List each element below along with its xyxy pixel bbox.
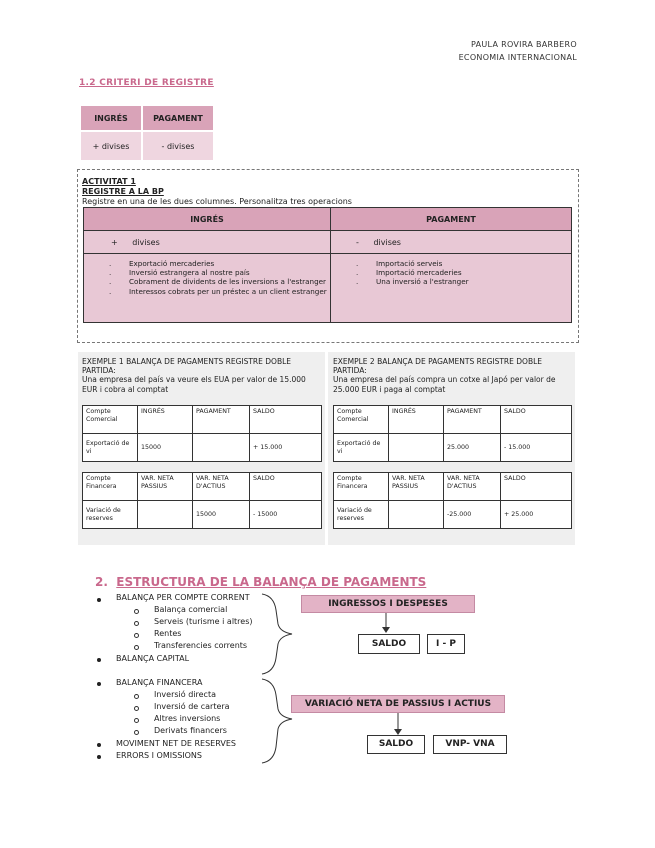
cc-subitem: Balança comercial — [154, 605, 228, 614]
course-name: ECONOMIA INTERNACIONAL — [458, 53, 577, 62]
fin-subitem: Inversió de cartera — [154, 702, 230, 711]
author-name: PAULA ROVIRA BARBERO — [470, 40, 577, 49]
saldo-box-1: SALDO — [358, 634, 420, 654]
table-cell: Exportació de vi — [83, 434, 138, 462]
cc-subitem: Transferencies corrents — [154, 641, 248, 650]
table-cell: 15000 — [138, 434, 193, 462]
activity-subtitle: REGISTRE A LA BP — [82, 187, 164, 196]
table-cell: 25.000 — [444, 434, 501, 462]
brace-compte-corrent-icon — [262, 594, 292, 674]
divises-label: divises — [132, 237, 160, 247]
example1-title: EXEMPLE 1 BALANÇA DE PAGAMENTS REGISTRE DOBLE PARTIDA: — [82, 357, 292, 376]
table-header: SALDO — [501, 406, 572, 434]
cc-subitem: Serveis (turisme i altres) — [154, 617, 253, 626]
fin-subitem: Inversió directa — [154, 690, 216, 699]
example2-text: Una empresa del país compra un cotxe al Japó per valor de 25.000 EUR i paga al comptat — [333, 375, 556, 394]
table-header: VAR. NETA PASSIUS — [389, 473, 444, 501]
table-cell: - 15000 — [250, 501, 322, 529]
capital-item: BALANÇA CAPITAL — [116, 654, 190, 663]
divises-label: divises — [373, 237, 401, 247]
fin-subitem: Derivats financers — [154, 726, 227, 735]
variacio-neta-box: VARIACIÓ NETA DE PASSIUS I ACTIUS — [291, 695, 505, 713]
criteri-col-ingres: INGRÉS — [80, 105, 142, 131]
table-header: PAGAMENT — [444, 406, 501, 434]
list-item: . Importació serveis — [356, 259, 570, 268]
table-cell: Variació de reserves — [83, 501, 138, 529]
criteri-col-pagament: PAGAMENT — [142, 105, 214, 131]
brace-financera-icon — [262, 679, 292, 763]
list-item: . Importació mercaderies — [356, 268, 570, 277]
fin-subitem: Altres inversions — [154, 714, 221, 723]
ingressos-despeses-box: INGRESSOS I DESPESES — [301, 595, 475, 613]
table-header: SALDO — [250, 473, 322, 501]
table-header: VAR. NETA PASSIUS — [138, 473, 193, 501]
list-item: . Exportació mercaderies — [109, 259, 329, 268]
compte-corrent-item: BALANÇA PER COMPTE CORRENT — [116, 593, 250, 602]
table-cell: Exportació de vi — [334, 434, 389, 462]
table-header: SALDO — [501, 473, 572, 501]
errors-item: ERRORS I OMISSIONS — [116, 751, 202, 760]
table-header: VAR. NETA D'ACTIUS — [193, 473, 250, 501]
section-title-text: ESTRUCTURA DE LA BALANÇA DE PAGAMENTS — [116, 575, 427, 589]
activity-ingres-header: INGRÉS — [84, 208, 331, 231]
saldo-box-2: SALDO — [367, 735, 425, 754]
financera-item: BALANÇA FINANCERA — [116, 678, 203, 687]
minus-sign: - — [356, 237, 359, 247]
table-header: PAGAMENT — [193, 406, 250, 434]
table-header: SALDO — [250, 406, 322, 434]
section-title-criteri: 1.2 CRITERI DE REGISTRE — [79, 78, 214, 88]
table-header: Compte Financera — [334, 473, 389, 501]
reserves-item: MOVIMENT NET DE RESERVES — [116, 739, 236, 748]
activity-pagament-header: PAGAMENT — [331, 208, 572, 231]
list-item: . Interessos cobrats per un préstec a un client estranger — [109, 287, 329, 296]
table-cell: -25.000 — [444, 501, 501, 529]
vnp-vna-box: VNP- VNA — [433, 735, 507, 754]
activity-instruction: Registre en una de les dues columnes. Personalitza tres operacions — [82, 197, 352, 206]
table-cell: Variació de reserves — [334, 501, 389, 529]
example1-text: Una empresa del país va veure els EUA per valor de 15.000 EUR i cobra al comptat — [82, 375, 306, 394]
criteri-val-ingres: + divises — [80, 131, 142, 161]
table-header: INGRÉS — [389, 406, 444, 434]
table-cell: + 15.000 — [250, 434, 322, 462]
table-cell: - 15.000 — [501, 434, 572, 462]
table-header: Compte Comercial — [83, 406, 138, 434]
plus-sign: + — [111, 237, 118, 247]
criteri-val-pagament: - divises — [142, 131, 214, 161]
arrow-head-icon — [382, 627, 390, 633]
table-cell: + 25.000 — [501, 501, 572, 529]
activity-title: ACTIVITAT 1 — [82, 177, 136, 186]
section-number: 2. — [95, 575, 108, 589]
example2-title: EXEMPLE 2 BALANÇA DE PAGAMENTS REGISTRE DOBLE PARTIDA: — [333, 357, 543, 376]
table-cell: 15000 — [193, 501, 250, 529]
ip-box: I - P — [427, 634, 465, 654]
table-header: Compte Comercial — [334, 406, 389, 434]
list-item: . Inversió estrangera al nostre país — [109, 268, 329, 277]
list-item: . Cobrament de dividents de les inversions a l'estranger — [109, 277, 329, 286]
cc-subitem: Rentes — [154, 629, 182, 638]
table-header: INGRÉS — [138, 406, 193, 434]
list-item: . Una inversió a l'estranger — [356, 277, 570, 286]
table-header: VAR. NETA D'ACTIUS — [444, 473, 501, 501]
table-header: Compte Financera — [83, 473, 138, 501]
